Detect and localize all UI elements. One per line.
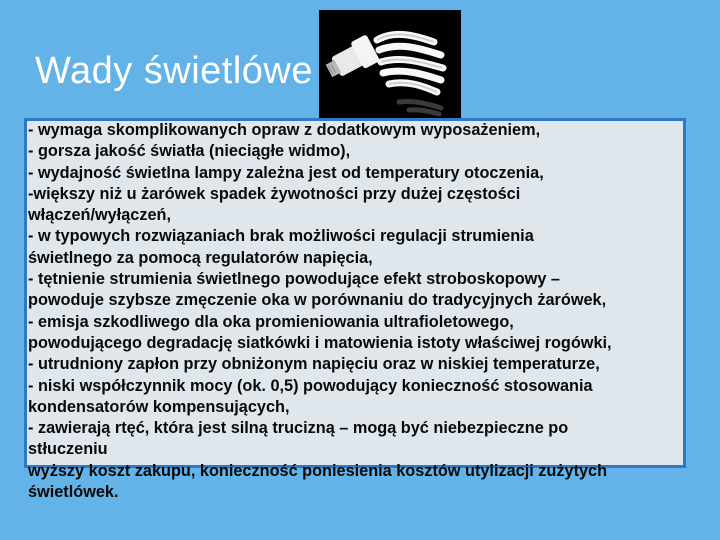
bullet-list <box>28 120 708 503</box>
bullet-line: - wydajność świetlna lampy zależna jest od temperatury otoczenia, <box>28 163 544 182</box>
bullet-line: włączeń/wyłączeń, <box>28 206 171 225</box>
bullet-line: powodującego degradację siatkówki i matowienia istoty właściwej rogówki, <box>28 333 612 352</box>
bullet-line: świetlnego za pomocą regulatorów napięcia, <box>28 248 373 267</box>
bullet-line: - utrudniony zapłon przy obniżonym napięciu oraz w niskiej temperaturze, <box>28 355 600 374</box>
bullet-line: - w typowych rozwiązaniach brak możliwości regulacji strumienia <box>28 227 534 246</box>
bullet-line: powoduje szybsze zmęczenie oka w porównaniu do tradycyjnych żarówek, <box>28 291 607 310</box>
cfl-bulb-icon <box>319 10 461 121</box>
bullet-line: - niski współczynnik mocy (ok. 0,5) powodujący konieczność stosowania <box>28 376 593 395</box>
bullet-line: -większy niż u żarówek spadek żywotności przy dużej częstości <box>28 184 521 203</box>
bullet-line: - emisja szkodliwego dla oka promieniowania ultrafioletowego, <box>28 312 514 331</box>
bullet-line: stłuczeniu <box>28 440 108 459</box>
bullet-line: - wymaga skomplikowanych opraw z dodatkowym wyposażeniem, <box>28 121 541 139</box>
bullet-line: kondensatorów kompensujących, <box>28 397 290 416</box>
cfl-bulb-photo <box>319 10 461 121</box>
bullet-line: świetlówek. <box>28 483 119 502</box>
bullet-line: - tętnienie strumienia świetlnego powodujące efekt stroboskopowy – <box>28 270 560 289</box>
bullet-line: - zawierają rtęć, która jest silną trucizną – mogą być niebezpieczne po <box>28 419 569 438</box>
bullet-line: - gorsza jakość światła (nieciągłe widmo), <box>28 142 351 161</box>
bullet-line: wyższy koszt zakupu, konieczność poniesienia kosztów utylizacji zużytych <box>28 461 608 480</box>
slide-title: Wady świetlówe <box>35 50 314 92</box>
